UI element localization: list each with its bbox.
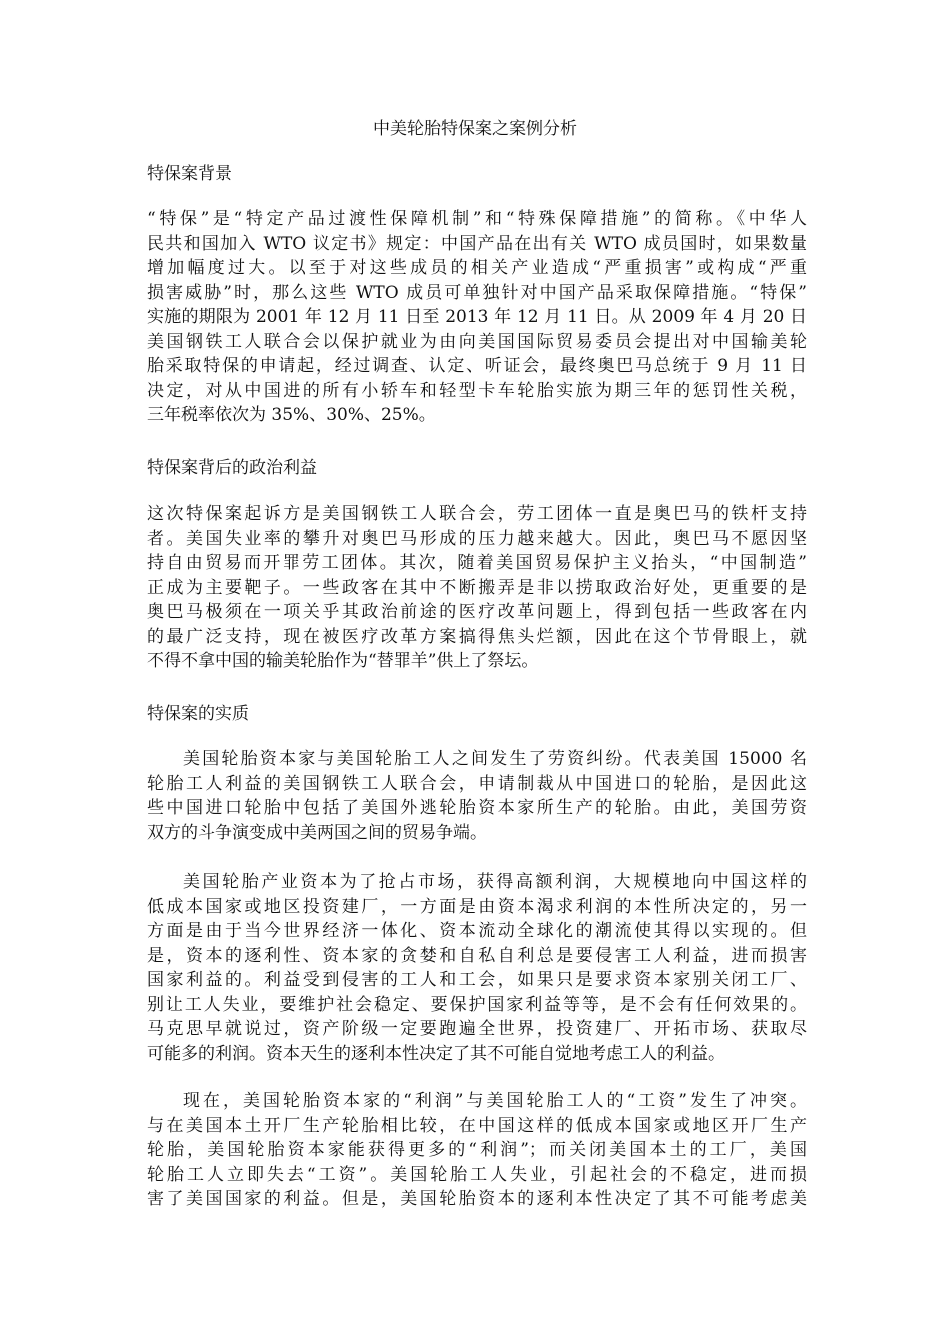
text-line: 增加幅度过大。以至于对这些成员的相关产业造成“严重损害”或构成“严重 <box>147 258 807 278</box>
text-line: 是，资本的逐利性、资本家的贪婪和自私自利总是要侵害工人利益，进而损害 <box>147 945 807 966</box>
text-line: 可能多的利润。资本天生的逐利本性决定了其不可能自觉地考虑工人的利益。 <box>147 1043 725 1064</box>
text-line: 马克思早就说过，资产阶级一定要跑遍全世界，投资建厂、开拓市场、获取尽 <box>147 1019 807 1039</box>
text-line: 正成为主要靶子。一些政客在其中不断搬弄是非以捞取政治好处，更重要的是 <box>147 577 807 598</box>
text-line: 与在美国本土开厂生产轮胎相比较，在中国这样的低成本国家或地区开厂生产 <box>147 1115 807 1136</box>
section-heading-politics: 特保案背后的政治利益 <box>147 458 317 478</box>
paragraph-essence-1 <box>147 747 807 845</box>
text-line: 方面是由于当今世界经济一体化、资本流动全球化的潮流使其得以实现的。但 <box>147 921 807 941</box>
text-line: 损害威胁”时，那么这些 WTO 成员可单独针对中国产品采取保障措施。“特保” <box>147 282 807 303</box>
text-line: 别让工人失业，要维护社会稳定、要保护国家利益等等，是不会有任何效果的。 <box>147 994 807 1015</box>
text-line: 些中国进口轮胎中包括了美国外逃轮胎资本家所生产的轮胎。由此，美国劳资 <box>147 798 807 818</box>
text-line: 者。美国失业率的攀升对奥巴马形成的压力越来越大。因此，奥巴马不愿因坚 <box>147 528 807 549</box>
section-heading-background: 特保案背景 <box>147 164 232 184</box>
text-line: 轮胎工人利益的美国钢铁工人联合会，申请制裁从中国进口的轮胎，是因此这 <box>147 773 807 794</box>
text-line: 胎采取特保的申请起，经过调查、认定、听证会，最终奥巴马总统于 9 月 11 日 <box>147 356 807 376</box>
paragraph-background <box>147 207 807 428</box>
paragraph-politics <box>147 502 807 674</box>
text-line: 国家利益的。利益受到侵害的工人和工会，如果只是要求资本家别关闭工厂、 <box>147 970 807 990</box>
paragraph-essence-2 <box>147 870 807 1066</box>
text-line: 民共和国加入 WTO 议定书》规定：中国产品在出有关 WTO 成员国时，如果数量 <box>147 233 807 254</box>
paragraph-essence-3 <box>147 1089 807 1212</box>
text-line: 这次特保案起诉方是美国钢铁工人联合会，劳工团体一直是奥巴马的铁杆支持 <box>147 504 807 524</box>
text-line: 美国轮胎产业资本为了抢占市场，获得高额利润，大规模地向中国这样的 <box>183 872 807 892</box>
text-line: 低成本国家或地区投资建厂，一方面是由资本渴求利润的本性所决定的，另一 <box>147 896 807 917</box>
text-line: 决定，对从中国进的所有小轿车和轻型卡车轮胎实旅为期三年的惩罚性关税， <box>147 380 807 401</box>
text-line: 奥巴马极须在一项关乎其政治前途的医疗改革问题上，得到包括一些政客在内 <box>147 602 807 622</box>
text-line: 实施的期限为 2001 年 12 月 11 日至 2013 年 12 月 11 日。从 2009 年 4 月 20 日 <box>147 307 807 327</box>
text-line: 轮胎工人立即失去“工资”。美国轮胎工人失业，引起社会的不稳定，进而损 <box>147 1164 807 1185</box>
text-line: 现在，美国轮胎资本家的“利润”与美国轮胎工人的“工资”发生了冲突。 <box>183 1091 807 1111</box>
text-line: 三年税率依次为 35%、30%、25%。 <box>147 405 436 425</box>
text-line: 双方的斗争演变成中美两国之间的贸易争端。 <box>147 822 487 843</box>
text-line: 不得不拿中国的输美轮胎作为“替罪羊”供上了祭坛。 <box>147 651 539 671</box>
text-line: 持自由贸易而开罪劳工团体。其次，随着美国贸易保护主义抬头，“中国制造” <box>147 553 807 573</box>
text-line: 美国钢铁工人联合会以保护就业为由向美国国际贸易委员会提出对中国输美轮 <box>147 331 807 352</box>
text-line: 美国轮胎资本家与美国轮胎工人之间发生了劳资纠纷。代表美国 15000 名 <box>183 749 807 769</box>
text-line: 害了美国国家的利益。但是，美国轮胎资本的逐利本性决定了其不可能考虑美 <box>147 1189 807 1209</box>
text-line: 轮胎，美国轮胎资本家能获得更多的“利润”；而关闭美国本土的工厂，美国 <box>147 1140 807 1160</box>
text-line: “特保”是“特定产品过渡性保障机制”和“特殊保障措施”的简称。《中华人 <box>147 209 807 229</box>
text-line: 的最广泛支持，现在被医疗改革方案搞得焦头烂额，因此在这个节骨眼上，就 <box>147 626 807 647</box>
document-title: 中美轮胎特保案之案例分析 <box>373 119 577 139</box>
section-heading-essence: 特保案的实质 <box>147 704 249 724</box>
